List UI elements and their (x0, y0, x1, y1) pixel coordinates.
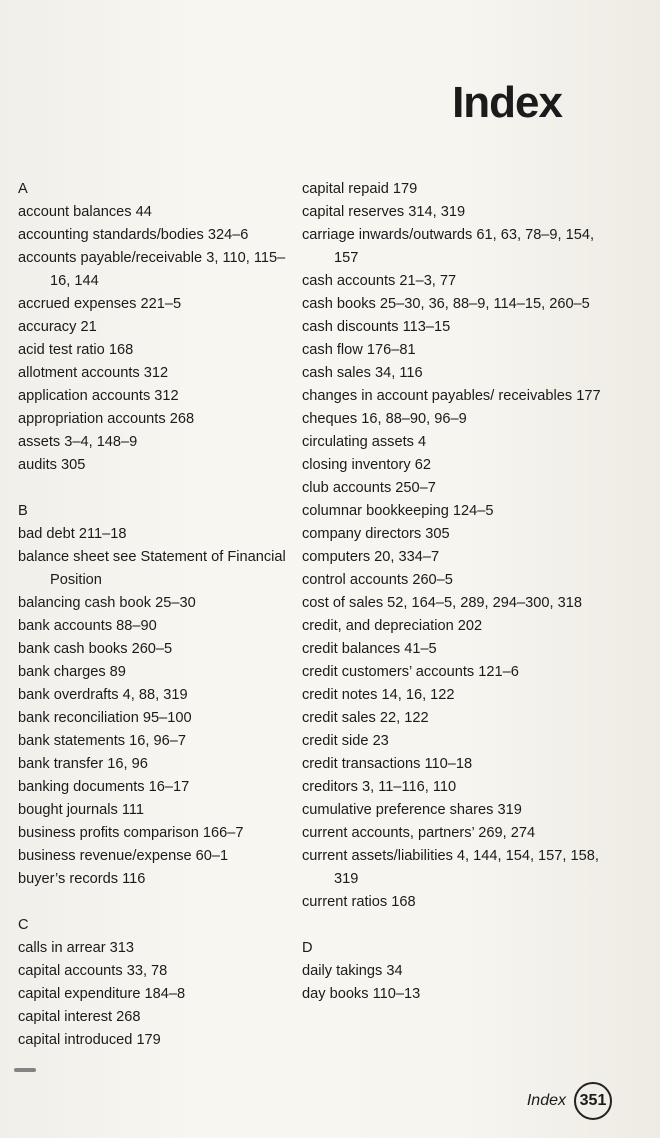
index-entry: bank transfer 16, 96 (18, 756, 148, 772)
footer-label: Index (526, 1092, 566, 1109)
index-entry: cumulative preference shares 319 (302, 802, 522, 818)
index-entry: carriage inwards/outwards 61, 63, 78–9, 154, 157 (302, 227, 595, 266)
index-entry: daily takings 34 (302, 963, 403, 979)
index-entry: credit side 23 (302, 733, 389, 749)
index-entry: allotment accounts 312 (18, 365, 169, 381)
index-entry: account balances 44 (18, 204, 152, 220)
section-letter: B (18, 503, 28, 519)
index-entry: bad debt 211–18 (18, 526, 127, 542)
index-entry: acid test ratio 168 (18, 342, 134, 358)
index-entry: current ratios 168 (302, 894, 416, 910)
index-entry: cash accounts 21–3, 77 (302, 273, 457, 289)
index-entry: assets 3–4, 148–9 (18, 434, 138, 450)
index-entry: credit customers’ accounts 121–6 (302, 664, 519, 680)
index-entry: accrued expenses 221–5 (18, 296, 182, 312)
section-gap (18, 477, 288, 500)
index-entry: current assets/liabilities 4, 144, 154, 157, 158, 319 (302, 848, 599, 887)
page-title: Index (452, 78, 562, 127)
index-entry: bank accounts 88–90 (18, 618, 157, 634)
index-entry: day books 110–13 (302, 986, 421, 1002)
index-entry: application accounts 312 (18, 388, 179, 404)
index-entry: accounting standards/bodies 324–6 (18, 227, 249, 243)
index-entry: capital reserves 314, 319 (302, 204, 466, 220)
index-entry: buyer’s records 116 (18, 871, 146, 887)
section-gap (302, 914, 612, 937)
index-entry: capital accounts 33, 78 (18, 963, 168, 979)
index-entry: balance sheet see Statement of Financial Position (18, 549, 286, 588)
index-entry: credit balances 41–5 (302, 641, 437, 657)
index-entry: changes in account payables/ receivables 177 (302, 388, 601, 404)
index-entry: accuracy 21 (18, 319, 97, 335)
index-entry: capital repaid 179 (302, 181, 418, 197)
index-entry: credit transactions 110–18 (302, 756, 473, 772)
index-entry: audits 305 (18, 457, 86, 473)
index-entry: credit, and depreciation 202 (302, 618, 483, 634)
index-entry: bank cash books 260–5 (18, 641, 173, 657)
index-entry: cash sales 34, 116 (302, 365, 423, 381)
index-entry: computers 20, 334–7 (302, 549, 440, 565)
index-entry: company directors 305 (302, 526, 450, 542)
index-entry: balancing cash book 25–30 (18, 595, 196, 611)
index-entry: cash discounts 113–15 (302, 319, 451, 335)
index-entry: bought journals 111 (18, 802, 145, 818)
ink-smudge (14, 1068, 36, 1072)
index-entry: columnar bookkeeping 124–5 (302, 503, 494, 519)
index-entry: cash flow 176–81 (302, 342, 416, 358)
section-letter: D (302, 940, 313, 956)
section-letter: C (18, 917, 29, 933)
section-letter: A (18, 181, 28, 197)
index-entry: capital expenditure 184–8 (18, 986, 186, 1002)
index-entry: business revenue/expense 60–1 (18, 848, 229, 864)
index-entry: bank reconciliation 95–100 (18, 710, 192, 726)
index-entry: bank charges 89 (18, 664, 126, 680)
index-column-right (302, 178, 612, 1006)
index-entry: appropriation accounts 268 (18, 411, 195, 427)
index-entry: credit notes 14, 16, 122 (302, 687, 455, 703)
index-entry: credit sales 22, 122 (302, 710, 429, 726)
index-entry: bank overdrafts 4, 88, 319 (18, 687, 188, 703)
index-entry: closing inventory 62 (302, 457, 431, 473)
index-entry: current accounts, partners’ 269, 274 (302, 825, 536, 841)
index-entry: capital interest 268 (18, 1009, 141, 1025)
index-entry: capital introduced 179 (18, 1032, 161, 1048)
index-entry: cost of sales 52, 164–5, 289, 294–300, 318 (302, 595, 582, 611)
index-entry: banking documents 16–17 (18, 779, 190, 795)
page-footer (527, 1082, 612, 1120)
index-entry: cheques 16, 88–90, 96–9 (302, 411, 467, 427)
index-entry: club accounts 250–7 (302, 480, 436, 496)
index-entry: calls in arrear 313 (18, 940, 134, 956)
section-gap (18, 891, 288, 914)
index-entry: control accounts 260–5 (302, 572, 453, 588)
index-entry: bank statements 16, 96–7 (18, 733, 186, 749)
index-entry: circulating assets 4 (302, 434, 427, 450)
index-column-left (18, 178, 288, 1052)
index-entry: creditors 3, 11–116, 110 (302, 779, 457, 795)
index-entry: cash books 25–30, 36, 88–9, 114–15, 260–5 (302, 296, 590, 312)
index-entry: business profits comparison 166–7 (18, 825, 244, 841)
page-number: 351 (574, 1082, 612, 1120)
index-entry: accounts payable/receivable 3, 110, 115–16, 144 (18, 250, 286, 289)
